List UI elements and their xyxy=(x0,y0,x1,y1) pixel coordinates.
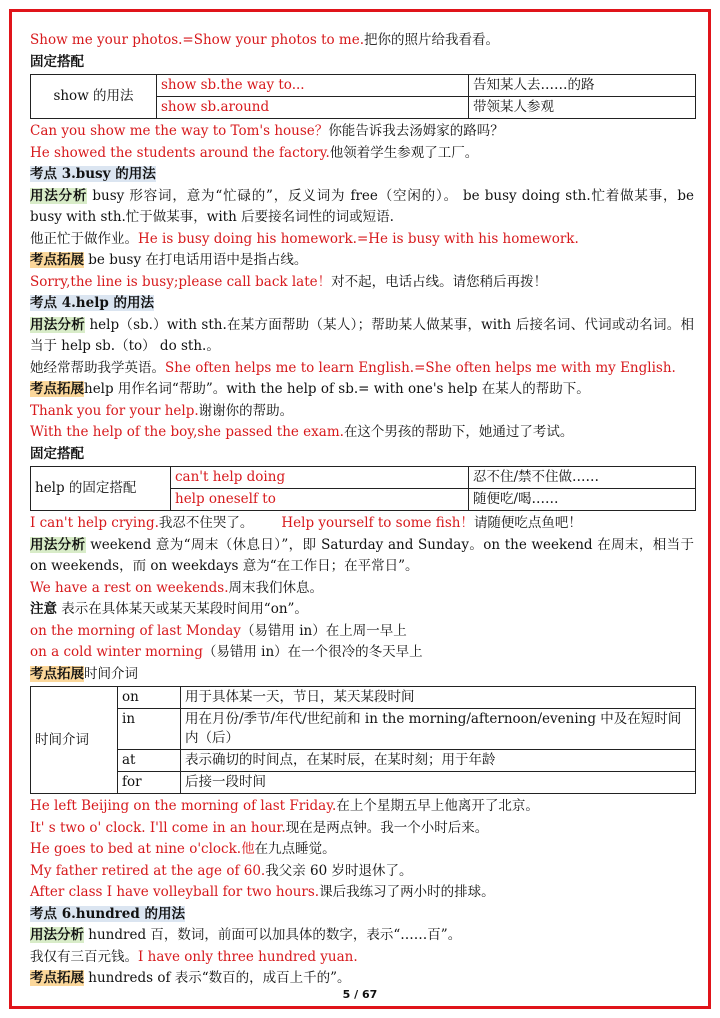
text-line: Sorry,the line is busy;please call back late！对不起，电话占线。请您稍后再拨！ xyxy=(30,273,548,290)
table-cell: in xyxy=(118,709,181,750)
table-cell: on xyxy=(118,687,181,709)
page-number: 5 / 67 xyxy=(342,988,378,1001)
text-line: He showed the students around the factory.他领着学生参观了工厂。 xyxy=(30,144,479,161)
text-line: 他正忙于做作业。He is busy doing his homework.=He is busy with his homework. xyxy=(30,230,579,247)
kaodian-heading: 考点 3.busy 的用法 xyxy=(30,166,156,182)
text-line: 她经常帮助我学英语。She often helps me to learn English.=She often helps me with my English. xyxy=(30,359,676,376)
kaodian-heading: 考点 6.hundred 的用法 xyxy=(30,905,186,922)
text-line: 我仅有三百元钱。I have only three hundred yuan. xyxy=(30,948,358,965)
table-cell: 用于具体某一天，节日，某天某段时间 xyxy=(181,687,696,709)
table-label: show 的用法 xyxy=(31,75,157,119)
extension: 考点拓展help 用作名词“帮助”。with the help of sb.= with one's help 在某人的帮助下。 xyxy=(30,381,590,397)
usage-analysis: 用法分析 busy 形容词，意为“忙碌的”，反义词为 free（空闲的）。 be busy doing sth.忙着做某事，be busy with sth.忙于做某事，with 后要接名词性的词或短语. xyxy=(30,187,695,225)
table-cell: show sb.around xyxy=(157,97,469,119)
table-cell: show sb.the way to... xyxy=(157,75,469,97)
table-label: help 的固定搭配 xyxy=(31,467,171,511)
text-line: We have a rest on weekends.周末我们休息。 xyxy=(30,579,324,596)
usage-analysis: 用法分析 hundred 百，数词，前面可以加具体的数字，表示“……百”。 xyxy=(30,927,462,943)
usage-analysis: 用法分析 help（sb.）with sth.在某方面帮助（某人）；帮助某人做某事，with 后接名词、代词或动名词。相当于 help sb.（to） do sth.。 xyxy=(30,316,695,354)
table-cell: at xyxy=(118,750,181,772)
help-phrases-table xyxy=(30,466,696,511)
text-line: It' s two o' clock. I'll come in an hour.现在是两点钟。我一个小时后来。 xyxy=(30,819,489,836)
extension: 考点拓展时间介词 xyxy=(30,665,138,682)
text-line: I can't help crying.我忍不住哭了。 Help yourself to some fish！请随便吃点鱼吧！ xyxy=(30,515,582,531)
time-prepositions-table xyxy=(30,686,696,794)
table-cell: help oneself to xyxy=(171,489,469,511)
text-line: He left Beijing on the morning of last Friday.在上个星期五早上他离开了北京。 xyxy=(30,798,539,814)
table-cell: 带领某人参观 xyxy=(469,97,696,119)
extension: 考点拓展 be busy 在打电话用语中是指占线。 xyxy=(30,252,308,268)
note-line: 注意 表示在具体某天或某天某段时间用“on”。 xyxy=(30,601,308,617)
table-cell: for xyxy=(118,772,181,794)
table-cell: 随便吃/喝…… xyxy=(469,489,696,511)
text-line: With the help of the boy,she passed the exam.在这个男孩的帮助下，她通过了考试。 xyxy=(30,424,574,440)
table-cell: 表示确切的时间点，在某时辰，在某时刻；用于年龄 xyxy=(181,750,696,772)
text-line: on the morning of last Monday（易错用 in）在上周一早上 xyxy=(30,622,407,639)
text-line: He goes to bed at nine o'clock.他在九点睡觉。 xyxy=(30,841,336,857)
usage-analysis: 用法分析 weekend 意为“周末（休息日）”，即 Saturday and Sunday。on the weekend 在周末，相当于 on weekends，而 on weekdays 意为“在工作日；在平常日”。 xyxy=(30,536,695,574)
table-label: 时间介词 xyxy=(31,687,118,794)
kaodian-heading: 考点 4.help 的用法 xyxy=(30,295,154,311)
text-line: Thank you for your help.谢谢你的帮助。 xyxy=(30,402,294,419)
table-cell: 后接一段时间 xyxy=(181,772,696,794)
table-cell: 告知某人去……的路 xyxy=(469,75,696,97)
text-line: on a cold winter morning（易错用 in）在一个很冷的冬天早上 xyxy=(30,644,423,660)
text-line: Show me your photos.=Show your photos to me.把你的照片给我看看。 xyxy=(30,32,500,48)
table-cell: 用在月份/季节/年代/世纪前和 in the morning/afternoon/evening 中及在短时间内（后） xyxy=(181,709,696,750)
show-usage-table xyxy=(30,74,696,119)
table-cell: 忍不住/禁不住做…… xyxy=(469,467,696,489)
section-heading: 固定搭配 xyxy=(30,445,84,462)
table-cell: can't help doing xyxy=(171,467,469,489)
text-line: My father retired at the age of 60.我父亲 60 岁时退休了。 xyxy=(30,862,413,879)
text-line: After class I have volleyball for two hours.课后我练习了两小时的排球。 xyxy=(30,884,495,900)
text-line: Can you show me the way to Tom's house？你能告诉我去汤姆家的路吗？ xyxy=(30,123,504,139)
section-heading: 固定搭配 xyxy=(30,53,84,70)
document-body xyxy=(30,30,694,990)
extension: 考点拓展 hundreds of 表示“数百的，成百上千的”。 xyxy=(30,970,351,986)
